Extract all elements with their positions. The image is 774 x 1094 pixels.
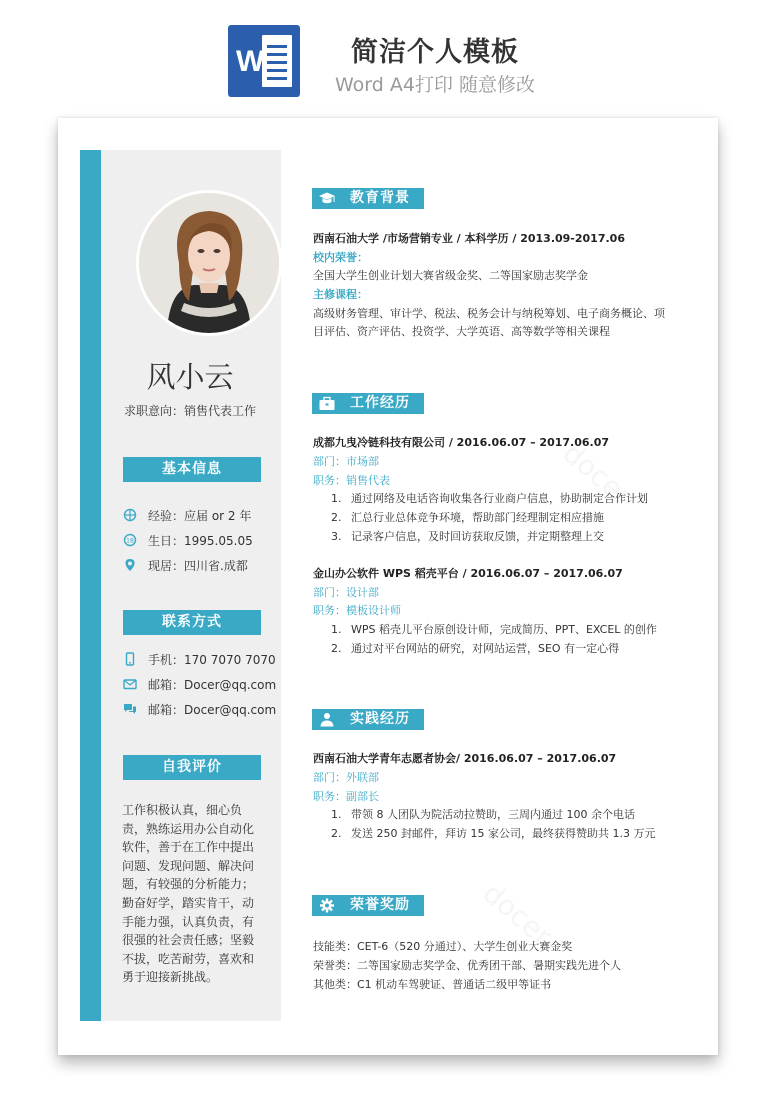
work-job-1-role: 职务：销售代表 <box>313 474 390 487</box>
list-item: 2. 汇总行业总体竞争环境，帮助部门经理制定相应措施 <box>331 511 604 524</box>
contact-title: 联系方式 <box>123 610 261 635</box>
practice-dept: 部门：外联部 <box>313 771 379 784</box>
education-title-text: 教育背景 <box>350 190 410 206</box>
person-icon <box>318 712 334 727</box>
work-job-1-headline: 成都九曳冷链科技有限公司 / 2016.06.07 – 2017.06.07 <box>313 436 610 449</box>
svg-text:18: 18 <box>126 537 134 545</box>
chat-icon <box>123 702 137 716</box>
basic-info-experience <box>123 506 251 524</box>
work-section-title <box>312 393 424 414</box>
contact-phone-text: 手机：170 7070 7070 <box>148 652 276 667</box>
self-evaluation-title: 自我评价 <box>123 755 261 780</box>
page-subtitle: Word A4打印 随意修改 <box>334 74 535 96</box>
list-item: 1. 带领 8 人团队为院活动拉赞助，三周内通过 100 余个电话 <box>331 808 635 821</box>
basic-info-experience-text: 经验：应届 or 2 年 <box>148 508 252 523</box>
contact-phone <box>123 650 276 668</box>
mail-icon <box>123 677 137 691</box>
phone-icon <box>123 652 137 666</box>
list-item: 2. 通过对平台网站的研究，对网站运营，SEO 有一定心得 <box>331 642 620 655</box>
work-job-2-headline: 金山办公软件 WPS 稻壳平台 / 2016.06.07 – 2017.06.07 <box>313 567 623 580</box>
location-icon <box>123 558 137 572</box>
birthday-icon <box>123 533 137 547</box>
education-honors-label: 校内荣誉： <box>313 251 368 264</box>
contact-email-text: 邮箱：Docer@qq.com <box>148 677 277 692</box>
education-courses-line-1: 高级财务管理、审计学、税法、税务会计与纳税筹划、电子商务概论、项 <box>313 307 665 320</box>
practice-title-text: 实践经历 <box>350 711 410 727</box>
awards-title-text: 荣誉奖励 <box>350 897 410 913</box>
sidebar-stripe <box>80 150 101 1021</box>
list-item: 2. 发送 250 封邮件，拜访 15 家公司，最终获得赞助共 1.3 万元 <box>331 827 656 840</box>
profile-name: 风小云 <box>146 360 234 394</box>
gear-icon <box>318 898 334 913</box>
work-title-text: 工作经历 <box>350 395 410 411</box>
education-headline: 西南石油大学 /市场营销专业 / 本科学历 / 2013.09-2017.06 <box>313 232 625 245</box>
education-honors: 全国大学生创业计划大赛省级金奖、二等国家励志奖学金 <box>313 269 588 282</box>
education-section-title <box>312 188 424 209</box>
list-item: 3. 记录客户信息，及时回访获取反馈，并定期整理上交 <box>331 530 604 543</box>
basic-info-birthday <box>123 531 253 549</box>
basic-info-location-text: 现居：四川省.成都 <box>148 558 248 573</box>
briefcase-icon <box>318 396 334 411</box>
education-courses-label: 主修课程： <box>313 288 368 301</box>
list-item: 1. WPS 稻壳儿平台原创设计师，完成简历、PPT、EXCEL 的创作 <box>331 623 657 636</box>
sidebar <box>80 150 281 1021</box>
self-evaluation-text: 工作积极认真，细心负责，熟练运用办公自动化软件，善于在工作中提出问题、发现问题、解决问题，有较强的分析能力；勤奋好学，踏实肯干，动手能力强，认真负责，有很强的社会责任感；坚毅不拔，吃苦耐劳，喜欢和勇于迎接新挑战。 <box>122 803 255 985</box>
list-item: 1. 通过网络及电话咨询收集各行业商户信息，协助制定合作计划 <box>331 492 648 505</box>
contact-chat-text: 邮箱：Docer@qq.com <box>148 702 277 717</box>
practice-headline: 西南石油大学青年志愿者协会/ 2016.06.07 – 2017.06.07 <box>313 752 617 765</box>
word-icon: W <box>228 25 300 97</box>
awards-section-title <box>312 895 424 916</box>
contact-email <box>123 675 276 693</box>
basic-info-birthday-text: 生日：1995.05.05 <box>148 533 253 548</box>
resume-page <box>58 118 718 1055</box>
avatar <box>136 190 282 336</box>
work-job-2-dept: 部门：设计部 <box>313 586 379 599</box>
practice-section-title <box>312 709 424 730</box>
page-title: 简洁个人模板 <box>351 37 519 68</box>
work-job-1-dept: 部门：市场部 <box>313 455 379 468</box>
education-courses-line-2: 目评估、资产评估、投资学、大学英语、高等数学等相关课程 <box>313 325 610 338</box>
basic-info-location <box>123 556 248 574</box>
compass-icon <box>123 508 137 522</box>
practice-role: 职务：副部长 <box>313 790 379 803</box>
basic-info-title: 基本信息 <box>123 457 261 482</box>
contact-chat <box>123 700 276 718</box>
graduation-cap-icon <box>318 191 334 206</box>
awards-line-others: 其他类：C1 机动车驾驶证、普通话二级甲等证书 <box>313 978 552 991</box>
job-intent: 求职意向：销售代表工作 <box>123 404 256 418</box>
awards-line-skills: 技能类：CET-6（520 分通过）、大学生创业大赛金奖 <box>313 940 573 953</box>
work-job-2-role: 职务：模板设计师 <box>313 604 401 617</box>
awards-line-honors: 荣誉类：二等国家励志奖学金、优秀团干部、暑期实践先进个人 <box>313 959 621 972</box>
